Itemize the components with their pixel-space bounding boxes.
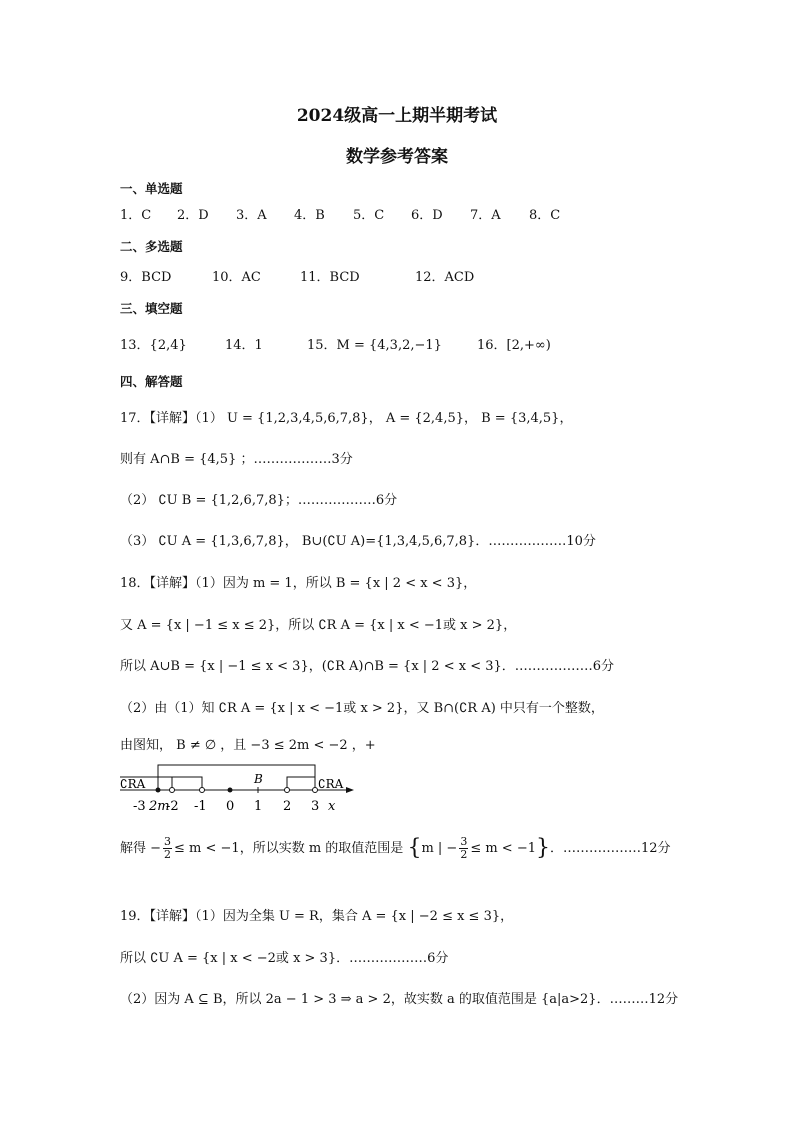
complement-label-left: ∁RA: [120, 777, 146, 791]
number-line-figure: [118, 764, 358, 824]
q19-line-3: （2）因为 A ⊆ B，所以 2a − 1 > 3 ⇒ a > 2，故实数 a 的取值范围是 {a|a>2}．………12分: [120, 992, 679, 1007]
answer-item: 16．[2,+∞): [477, 338, 551, 353]
section-single-choice: 一、单选题: [120, 181, 183, 196]
tick-label: 3: [311, 799, 320, 814]
answer-item: 13．{2,4}: [120, 338, 187, 353]
q18-line-6: 解得 − $\frac{3}{2}$ ≤ m < −1，所以实数 m 的取值范围是 {m | − $\frac{3}{2}$ ≤ m < −1}．………………12分: [120, 835, 671, 861]
q18-line-4: （2）由（1）知 ∁R A = {x | x < −1或 x > 2}，又 B∩(∁R A) 中只有一个整数，: [120, 701, 604, 716]
tick-label: 0: [226, 799, 235, 814]
fraction-denominator: 2: [164, 848, 172, 861]
answer-item: 1．C: [120, 208, 152, 223]
answer-item: 9．BCD: [120, 270, 172, 285]
section-fill-blank: 三、填空题: [120, 301, 183, 316]
q18-score: ．………………12分: [550, 841, 671, 856]
fraction: [163, 836, 172, 861]
q18-line-3: 所以 A∪B = {x | −1 ≤ x < 3}，(∁R A)∩B = {x | 2 < x < 3}．………………6分: [120, 659, 615, 674]
answer-item: 2．D: [177, 208, 209, 223]
multi-choice-answers: [120, 269, 474, 287]
q18-line-5: 由图知， B ≠ ∅ ，且 −3 ≤ 2m < −2 ，+: [120, 738, 376, 753]
answer-item: 12．ACD: [415, 270, 475, 285]
answer-item: 15．M = {4,3,2,−1}: [307, 338, 442, 353]
answer-title: 数学参考答案: [346, 147, 448, 167]
q17-line-1: 17．【详解】（1） U = {1,2,3,4,5,6,7,8}， A = {2,4,5}， B = {3,4,5}，: [120, 411, 573, 426]
tick-label: 1: [254, 799, 263, 814]
fraction-numerator: 3: [460, 835, 468, 848]
q18-line-6-mid: ≤ m < −1，所以实数 m 的取值范围是: [174, 841, 404, 856]
set-b-label: B: [254, 772, 263, 786]
tick-label: -2: [166, 799, 179, 814]
tick-label: 2m: [149, 799, 170, 814]
q19-line-2: 所以 ∁U A = {x | x < −2或 x > 3}．………………6分: [120, 951, 449, 966]
answer-item: 11．BCD: [300, 270, 360, 285]
complement-label-right: ∁RA: [318, 777, 344, 791]
axis-label: x: [328, 799, 336, 814]
q19-line-1: 19．【详解】（1）因为全集 U = R，集合 A = {x | −2 ≤ x ≤ 3}，: [120, 909, 514, 924]
q18-line-2: 又 A = {x | −1 ≤ x ≤ 2}，所以 ∁R A = {x | x < −1或 x > 2}，: [120, 618, 517, 633]
exam-title: 2024级高一上期半期考试: [296, 106, 498, 126]
q17-line-3: （2） ∁U B = {1,2,6,7,8}；………………6分: [120, 493, 398, 508]
answer-item: 7．A: [470, 208, 501, 223]
q18-set-pre: m | −: [421, 841, 458, 856]
fraction-denominator: 2: [460, 848, 468, 861]
fraction-numerator: 3: [164, 835, 172, 848]
answer-item: 5．C: [353, 208, 385, 223]
q18-line-1: 18．【详解】（1）因为 m = 1，所以 B = {x | 2 < x < 3}，: [120, 576, 477, 591]
fraction: [459, 836, 468, 861]
fill-blank-answers: [120, 337, 551, 355]
q17-line-4: （3） ∁U A = {1,3,6,7,8}， B∪(∁U A)={1,3,4,5,6,7,8}．………………10分: [120, 534, 596, 549]
tick-label: 2: [283, 799, 292, 814]
q17-line-2: 则有 A∩B = {4,5} ；………………3分: [120, 452, 353, 467]
answer-item: 8．C: [529, 208, 561, 223]
answer-item: 3．A: [236, 208, 267, 223]
section-multi-choice: 二、多选题: [120, 239, 183, 254]
answer-item: 4．B: [294, 208, 325, 223]
q18-set-post: ≤ m < −1: [470, 841, 536, 856]
tick-label: -3: [133, 799, 146, 814]
tick-label: -1: [194, 799, 207, 814]
answer-item: 14．1: [225, 338, 263, 353]
section-solutions: 四、解答题: [120, 374, 183, 389]
single-choice-answers: [120, 207, 560, 225]
q18-line-6-pre: 解得 −: [120, 841, 162, 856]
answer-item: 10．AC: [212, 270, 261, 285]
answer-item: 6．D: [411, 208, 443, 223]
